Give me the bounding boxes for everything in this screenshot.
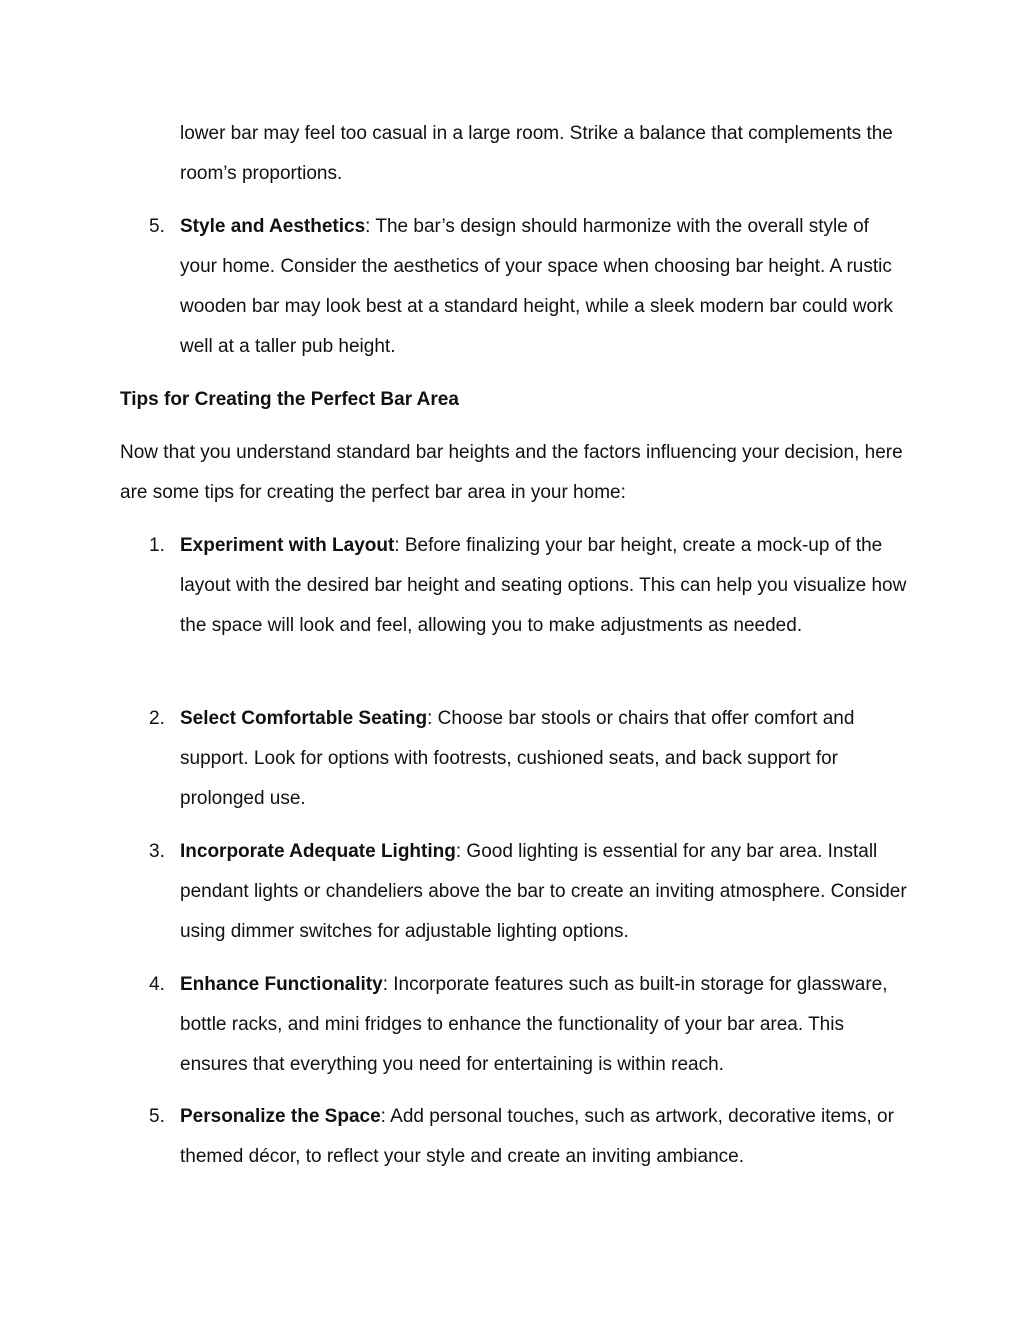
list-item-text: : Add personal touches, such as artwork, decorative items, or themed décor, to reflect your style and create an inviting ambiance. — [180, 1106, 894, 1167]
tip-item-1 — [149, 526, 908, 646]
list-item-text: : Choose bar stools or chairs that offer comfort and support. Look for options with footrests, cushioned seats, and back support for prolonged use. — [180, 708, 855, 809]
tip-item-3 — [149, 832, 908, 952]
list-item-text: : Incorporate features such as built-in storage for glassware, bottle racks, and mini fridges to enhance the functionality of your bar area. This ensures that everything you need for entertaining is within reach. — [180, 974, 888, 1075]
tip-item-2 — [149, 699, 908, 819]
tip-item-4 — [149, 965, 908, 1085]
continuation-text: lower bar may feel too casual in a large room. Strike a balance that complements the room’s proportions. — [180, 123, 893, 184]
list-item-title: Incorporate Adequate Lighting — [180, 841, 456, 862]
continuation-paragraph — [180, 114, 920, 194]
list-number: 1. — [149, 535, 165, 556]
list-number: 4. — [149, 974, 165, 995]
tip-item-5 — [149, 1097, 908, 1177]
list-item-factor-5 — [149, 207, 908, 367]
list-item-title: Experiment with Layout — [180, 535, 395, 556]
list-item-title: Style and Aesthetics — [180, 216, 366, 237]
list-item-title: Enhance Functionality — [180, 974, 383, 995]
list-number: 3. — [149, 841, 165, 862]
list-item-title: Select Comfortable Seating — [180, 708, 428, 729]
list-item-text: : The bar’s design should harmonize with the overall style of your home. Consider the aesthetics of your space when choosing bar height. A rustic wooden bar may look best at a standard height, while a sleek modern bar could work well at a taller pub height. — [180, 216, 893, 357]
list-number: 2. — [149, 708, 165, 729]
intro-paragraph: Now that you understand standard bar heights and the factors influencing your decision, here are some tips for creating the perfect bar area in your home: — [120, 442, 903, 503]
list-item-title: Personalize the Space — [180, 1106, 381, 1127]
section-heading: Tips for Creating the Perfect Bar Area — [120, 389, 459, 410]
list-number: 5. — [149, 1106, 165, 1127]
list-item-text: : Before finalizing your bar height, create a mock-up of the layout with the desired bar height and seating options. This can help you visualize how the space will look and feel, allowing you to make adjustments as needed. — [180, 535, 907, 636]
list-item-text: : Good lighting is essential for any bar area. Install pendant lights or chandeliers above the bar to create an inviting atmosphere. Consider using dimmer switches for adjustable lighting options. — [180, 841, 907, 942]
list-number: 5. — [149, 216, 165, 237]
